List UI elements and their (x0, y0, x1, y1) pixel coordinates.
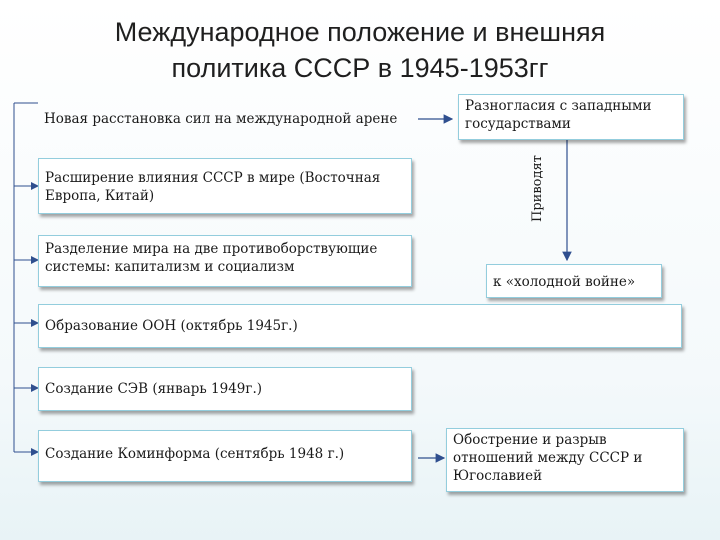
left-item-2: Расширение влияния СССР в мире (Восточная Европа, Китай) (38, 158, 412, 214)
yugoslavia-box: Обострение и разрыв отношений между СССР и Югославией (446, 428, 684, 492)
left-item-1: Новая расстановка сил на международной арене (44, 111, 398, 127)
leads-to-label: Приводят (530, 155, 545, 222)
title-line-2: политика СССР в 1945-1953гг (171, 53, 549, 83)
title-line-1: Международное положение и внешняя (114, 17, 606, 47)
disagreements-box: Разногласия с западными государствами (458, 94, 684, 140)
left-item-4: Образование ООН (октябрь 1945г.) (38, 304, 682, 348)
left-item-6: Создание Коминформа (сентябрь 1948 г.) (38, 430, 412, 482)
cold-war-box: к «холодной войне» (486, 264, 662, 298)
left-item-5: Создание СЭВ (январь 1949г.) (38, 367, 412, 411)
left-item-3: Разделение мира на две противоборствующие системы: капитализм и социализм (38, 235, 412, 287)
